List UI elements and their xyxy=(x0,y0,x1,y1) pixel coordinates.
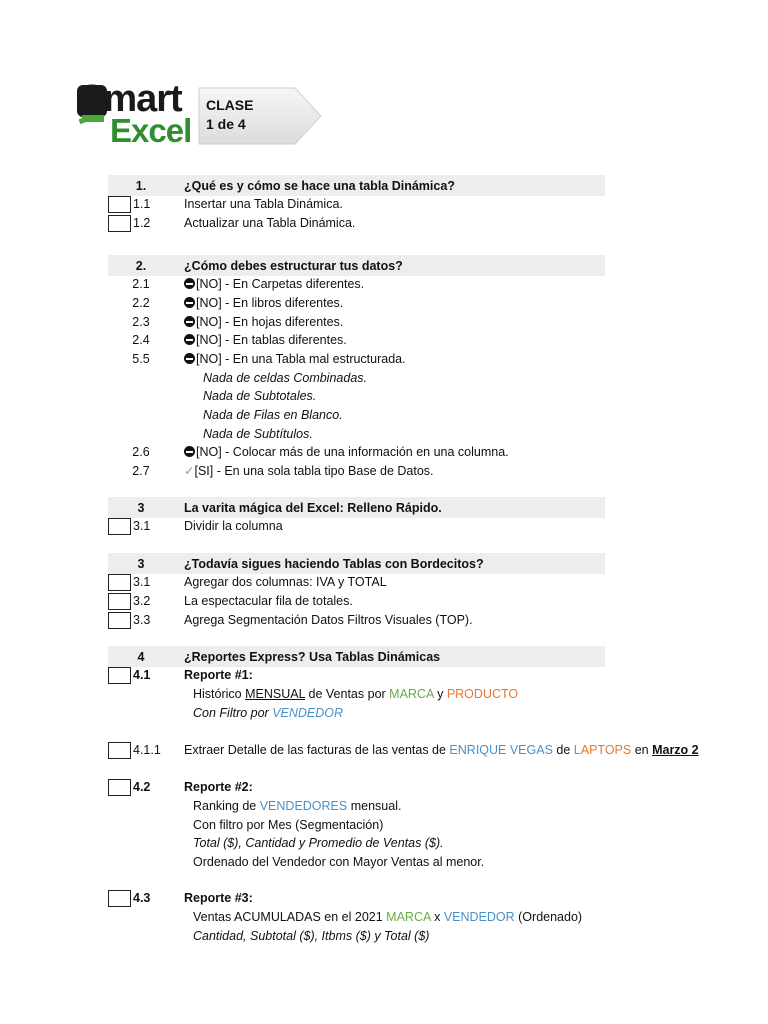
item-4-1-1-text-c: de xyxy=(552,743,574,757)
item-5-5-number: 5.5 xyxy=(132,352,150,366)
report-2-line-2: Con filtro por Mes (Segmentación) xyxy=(193,818,384,832)
report-2-title: Reporte #2: xyxy=(184,780,253,794)
checkbox-4-2[interactable] xyxy=(108,779,131,796)
item-1-2-text: Actualizar una Tabla Dinámica. xyxy=(184,216,356,230)
section-4-number: 4 xyxy=(137,650,145,664)
report-2-line-1 xyxy=(193,798,401,814)
no-entry-icon xyxy=(184,446,195,457)
checkbox-1-2[interactable] xyxy=(108,215,131,232)
report-3-line-2: Cantidad, Subtotal ($), Itbms ($) y Total ($) xyxy=(193,929,430,943)
item-3b-3-number: 3.3 xyxy=(133,613,151,627)
item-2-1 xyxy=(184,276,364,292)
smart-excel-logo xyxy=(76,80,194,148)
item-5-5 xyxy=(184,351,406,367)
no-entry-icon xyxy=(184,316,195,327)
report-3-vendedor: VENDEDOR xyxy=(443,910,515,924)
item-4-1-1-number: 4.1.1 xyxy=(133,743,161,757)
report-3-text-e: (Ordenado) xyxy=(514,910,583,924)
item-2-7 xyxy=(184,463,434,479)
item-4-1-1-text-e: en xyxy=(631,743,653,757)
item-4-1-1-fecha: Marzo 2 xyxy=(652,743,699,757)
no-entry-icon xyxy=(184,278,195,289)
report-2-text-a: Ranking de xyxy=(193,799,260,813)
report-1-text-e: y xyxy=(433,687,447,701)
logo-excel-text: Excel xyxy=(110,112,192,149)
item-2-2-number: 2.2 xyxy=(132,296,150,310)
section-4-title: ¿Reportes Express? Usa Tablas Dinámicas xyxy=(184,650,441,664)
item-4-1-1-producto: LAPTOPS xyxy=(573,743,632,757)
subitem-3: Nada de Filas en Blanco. xyxy=(203,408,343,422)
report-2-vendedores: VENDEDORES xyxy=(259,799,348,813)
item-4-2-number: 4.2 xyxy=(133,780,151,794)
section-3-number: 3 xyxy=(137,501,145,515)
report-3-marca: MARCA xyxy=(386,910,431,924)
checkbox-4-3[interactable] xyxy=(108,890,131,907)
report-2-line-3: Total ($), Cantidad y Promedio de Ventas ($). xyxy=(193,836,444,850)
item-2-4 xyxy=(184,332,347,348)
clase-label: CLASE xyxy=(206,97,254,113)
section-2-title: ¿Cómo debes estructurar tus datos? xyxy=(184,259,403,273)
section-1-title: ¿Qué es y cómo se hace una tabla Dinámica? xyxy=(184,179,455,193)
subitem-2: Nada de Subtotales. xyxy=(203,389,317,403)
item-2-2-text: [NO] - En libros diferentes. xyxy=(196,296,344,310)
item-1-1-text: Insertar una Tabla Dinámica. xyxy=(184,197,343,211)
logo-smart-text: Smart xyxy=(79,78,182,120)
checkbox-4-1-1[interactable] xyxy=(108,742,131,759)
item-2-6-number: 2.6 xyxy=(132,445,150,459)
checkbox-3-1[interactable] xyxy=(108,518,131,535)
item-2-6 xyxy=(184,444,509,460)
item-5-5-text: [NO] - En una Tabla mal estructurada. xyxy=(196,352,406,366)
report-1-producto: PRODUCTO xyxy=(446,687,519,701)
report-1-line-2 xyxy=(193,705,343,721)
subitem-4: Nada de Subtítulos. xyxy=(203,427,313,441)
item-4-1-1-text-a: Extraer Detalle de las facturas de las ventas de xyxy=(184,743,450,757)
item-2-3-number: 2.3 xyxy=(132,315,150,329)
item-4-1-1-vendedor: ENRIQUE VEGAS xyxy=(449,743,553,757)
report-1-marca: MARCA xyxy=(389,687,434,701)
report-1-vendedor: VENDEDOR xyxy=(272,706,344,720)
item-2-3-text: [NO] - En hojas diferentes. xyxy=(196,315,344,329)
item-4-1-number: 4.1 xyxy=(133,668,151,682)
checkbox-4-1[interactable] xyxy=(108,667,131,684)
item-3b-2-text: La espectacular fila de totales. xyxy=(184,594,353,608)
report-3-text-a: Ventas ACUMULADAS en el 2021 xyxy=(193,910,387,924)
item-2-4-number: 2.4 xyxy=(132,333,150,347)
item-2-7-text: [SI] - En una sola tabla tipo Base de Datos. xyxy=(194,464,434,478)
report-3-title: Reporte #3: xyxy=(184,891,253,905)
section-1-number: 1. xyxy=(135,179,147,193)
report-1-title: Reporte #1: xyxy=(184,668,253,682)
checkbox-3b-2[interactable] xyxy=(108,593,131,610)
section-3-title: La varita mágica del Excel: Relleno Rápido. xyxy=(184,501,442,515)
item-2-7-number: 2.7 xyxy=(132,464,150,478)
section-3b-number: 3 xyxy=(137,557,145,571)
item-4-3-number: 4.3 xyxy=(133,891,151,905)
item-4-1-1-line xyxy=(184,742,699,758)
item-3-1-number: 3.1 xyxy=(133,519,151,533)
section-3b-title: ¿Todavía sigues haciendo Tablas con Bordecitos? xyxy=(184,557,484,571)
report-1-text-c: de Ventas por xyxy=(305,687,390,701)
item-3b-1-number: 3.1 xyxy=(133,575,151,589)
no-entry-icon xyxy=(184,353,195,364)
report-1-mensual: MENSUAL xyxy=(245,687,306,701)
report-1-filter-text: Con Filtro por xyxy=(193,706,273,720)
item-3-1-text: Dividir la columna xyxy=(184,519,283,533)
item-3b-3-text: Agrega Segmentación Datos Filtros Visuales (TOP). xyxy=(184,613,473,627)
checkbox-1-1[interactable] xyxy=(108,196,131,213)
clase-banner xyxy=(197,86,325,148)
report-3-line-1 xyxy=(193,909,582,925)
section-2-number: 2. xyxy=(135,259,147,273)
item-2-2 xyxy=(184,295,343,311)
item-2-1-number: 2.1 xyxy=(132,277,150,291)
report-2-line-4: Ordenado del Vendedor con Mayor Ventas al menor. xyxy=(193,855,485,869)
item-1-1-number: 1.1 xyxy=(133,197,151,211)
item-2-6-text: [NO] - Colocar más de una información en una columna. xyxy=(196,445,509,459)
checkbox-3b-3[interactable] xyxy=(108,612,131,629)
item-2-1-text: [NO] - En Carpetas diferentes. xyxy=(196,277,365,291)
item-2-3 xyxy=(184,314,343,330)
clase-count: 1 de 4 xyxy=(206,116,246,132)
report-1-text-a: Histórico xyxy=(193,687,246,701)
report-1-line-1 xyxy=(193,686,518,702)
no-entry-icon xyxy=(184,334,195,345)
item-3b-1-text: Agregar dos columnas: IVA y TOTAL xyxy=(184,575,387,589)
item-1-2-number: 1.2 xyxy=(133,216,151,230)
subitem-1: Nada de celdas Combinadas. xyxy=(203,371,367,385)
item-2-4-text: [NO] - En tablas diferentes. xyxy=(196,333,347,347)
checkbox-3b-1[interactable] xyxy=(108,574,131,591)
no-entry-icon xyxy=(184,297,195,308)
report-2-text-c: mensual. xyxy=(347,799,402,813)
checkmark-icon: ✓ xyxy=(184,464,195,478)
item-3b-2-number: 3.2 xyxy=(133,594,151,608)
report-3-text-c: x xyxy=(430,910,444,924)
